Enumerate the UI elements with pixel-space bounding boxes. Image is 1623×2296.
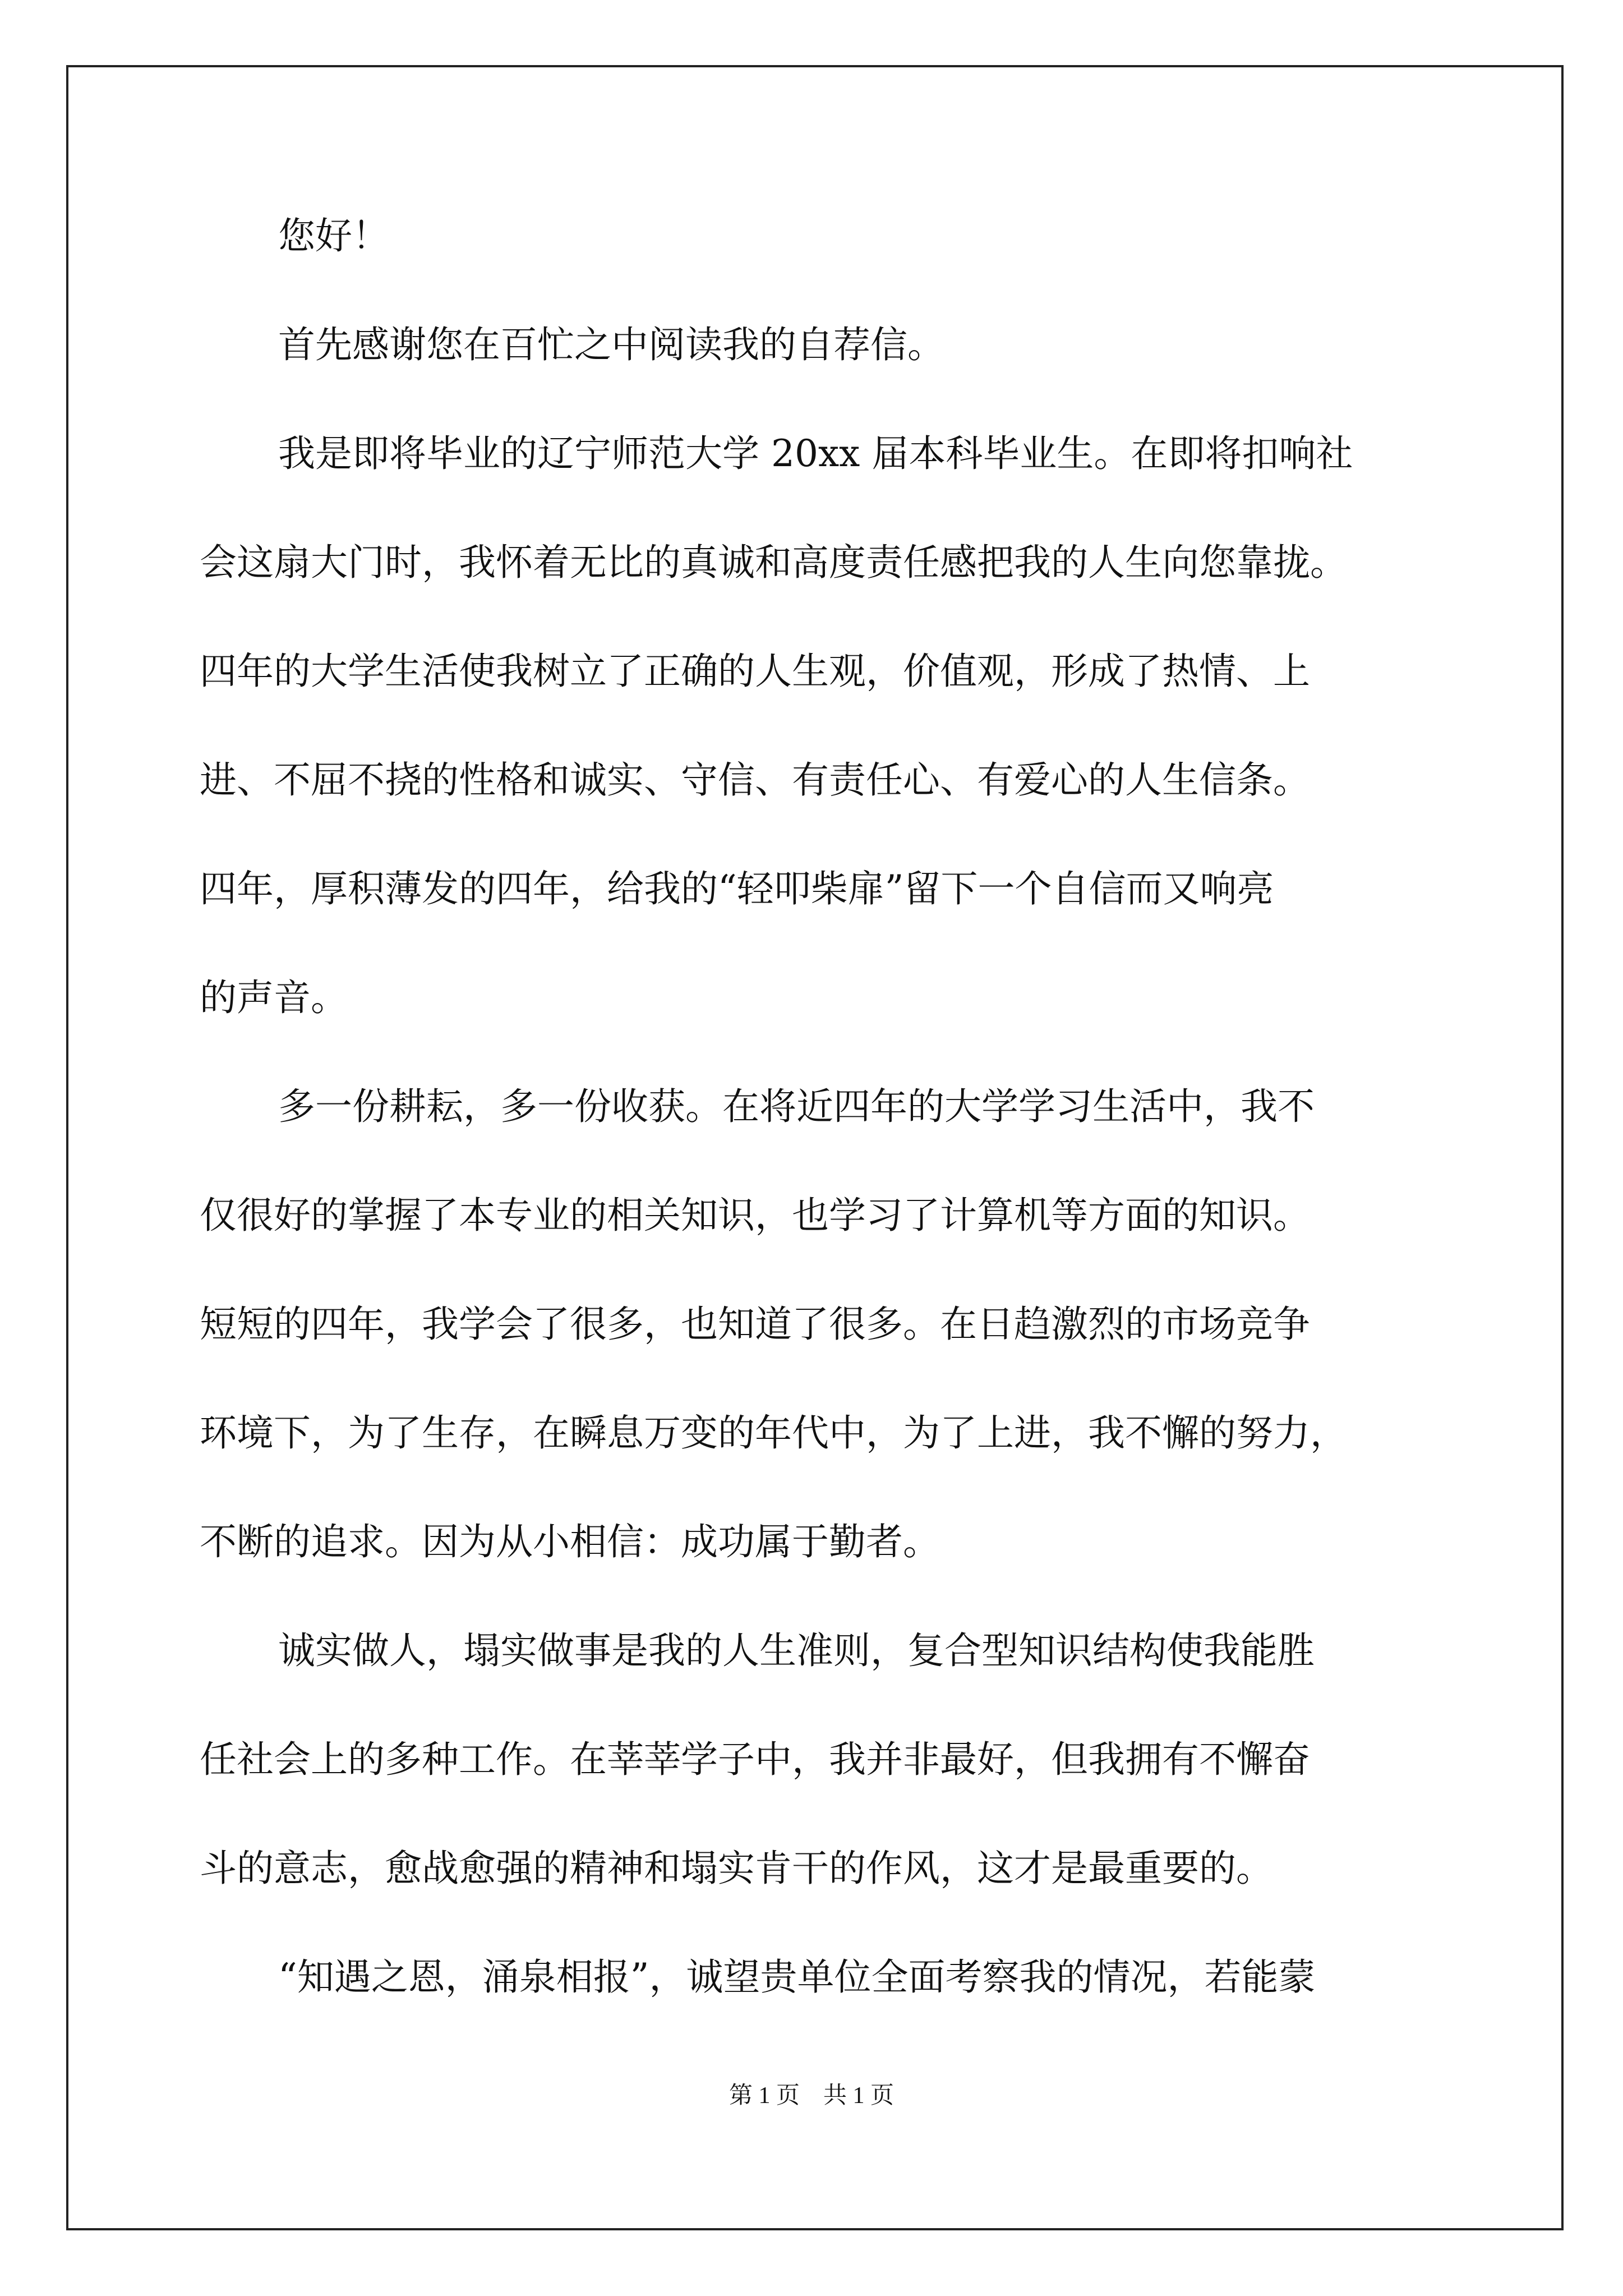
letter-line: 多一份耕耘，多一份收获。在将近四年的大学学习生活中，我不 [278, 1085, 1315, 1128]
letter-line: 会这扇大门时，我怀着无比的真诚和高度责任感把我的人生向您靠拢。 [200, 541, 1347, 584]
letter-line: 四年，厚积薄发的四年，给我的“轻叩柴扉”留下一个自信而又响亮 [200, 867, 1274, 910]
letter-line: 任社会上的多种工作。在莘莘学子中，我并非最好，但我拥有不懈奋 [200, 1738, 1310, 1781]
greeting: 您好！ [278, 214, 389, 257]
letter-line: 环境下，为了生存，在瞬息万变的年代中，为了上进，我不懈的努力， [200, 1411, 1347, 1455]
letter-line: 我是即将毕业的辽宁师范大学 20xx 届本科毕业生。在即将扣响社 [278, 432, 1353, 475]
letter-line: 短短的四年，我学会了很多，也知道了很多。在日趋激烈的市场竞争 [200, 1303, 1310, 1346]
letter-line: 进、不屈不挠的性格和诚实、守信、有责任心、有爱心的人生信条。 [200, 758, 1310, 802]
letter-line: “知遇之恩，涌泉相报”，诚望贵单位全面考察我的情况，若能蒙 [278, 1955, 1316, 1999]
letter-body [200, 211, 1430, 2002]
letter-line: 首先感谢您在百忙之中阅读我的自荐信。 [278, 323, 944, 366]
letter-line: 的声音。 [200, 976, 348, 1019]
letter-line: 仅很好的掌握了本专业的相关知识，也学习了计算机等方面的知识。 [200, 1194, 1310, 1237]
letter-line: 诚实做人，塌实做事是我的人生准则，复合型知识结构使我能胜 [278, 1629, 1315, 1672]
page-number-footer: 第 1 页 共 1 页 [728, 2083, 894, 2109]
letter-line: 四年的大学生活使我树立了正确的人生观，价值观，形成了热情、上 [200, 650, 1310, 693]
letter-line: 斗的意志，愈战愈强的精神和塌实肯干的作风，这才是最重要的。 [200, 1847, 1273, 1890]
letter-line: 不断的追求。因为从小相信：成功属于勤者。 [200, 1520, 940, 1563]
